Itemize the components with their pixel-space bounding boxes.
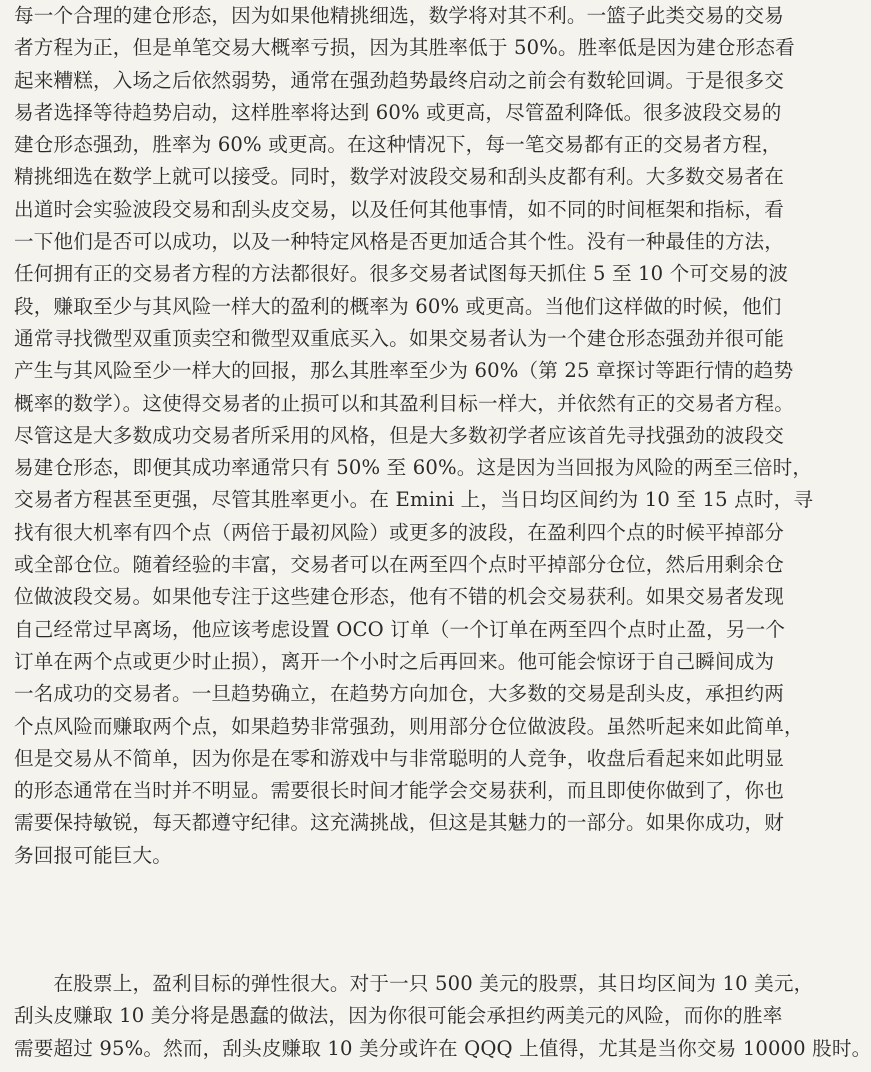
- text-line: 者方程为正，但是单笔交易大概率亏损，因为其胜率低于 50%。胜率低是因为建仓形态看: [14, 36, 795, 60]
- text-line: 出道时会实验波段交易和刮头皮交易，以及任何其他事情，如不同的时间框架和指标，看: [14, 197, 785, 221]
- text-line-last: 务回报可能巨大。: [14, 843, 172, 867]
- text-line: 概率的数学）。这使得交易者的止损可以和其盈利目标一样大，并依然有正的交易者方程。: [14, 391, 794, 415]
- text-line: 交易者方程甚至更强，尽管其胜率更小。在 Emini 上，当日均区间约为 10 至 15 点时，寻: [14, 488, 814, 512]
- text-line: 起来糟糕，入场之后依然弱势，通常在强劲趋势最终启动之前会有数轮回调。于是很多交: [14, 68, 785, 92]
- text-line: 每一个合理的建仓形态，因为如果他精挑细选，数学将对其不利。一篮子此类交易的交易: [14, 4, 785, 27]
- text-line: 或全部仓位。随着经验的丰富，交易者可以在两至四个点时平掉部分仓位，然后用剩余仓: [14, 553, 785, 577]
- text-line: 个点风险而赚取两个点，如果趋势非常强劲，则用部分仓位做波段。虽然听起来如此简单，: [14, 714, 804, 738]
- text-line: 通常寻找微型双重顶卖空和微型双重底买入。如果交易者认为一个建仓形态强劲并很可能: [14, 326, 785, 350]
- paragraph-2: [14, 968, 871, 1065]
- paragraph-1: [14, 0, 814, 872]
- text-line: 自己经常过早离场，他应该考虑设置 OCO 订单（一个订单在两至四个点时止盈，另一个: [14, 617, 786, 641]
- text-line: 建仓形态强劲，胜率为 60% 或更高。在这种情况下，每一笔交易都有正的交易者方程，: [14, 133, 782, 157]
- text-line: 易建仓形态，即便其成功率通常只有 50% 至 60%。这是因为当回报为风险的两至三倍时，: [14, 456, 813, 480]
- text-line: 但是交易从不简单，因为你是在零和游戏中与非常聪明的人竞争，收盘后看起来如此明显: [14, 746, 785, 770]
- text-line: 一名成功的交易者。一旦趋势确立，在趋势方向加仓，大多数的交易是刮头皮，承担约两: [14, 682, 785, 706]
- text-line: 产生与其风险至少一样大的回报，那么其胜率至少为 60%（第 25 章探讨等距行情的趋势: [14, 359, 794, 383]
- text-line: 刮头皮赚取 10 美分将是愚蠢的做法，因为你很可能会承担约两美元的风险，而你的胜率: [14, 1004, 783, 1028]
- text-line: 找有很大机率有四个点（两倍于最初风险）或更多的波段，在盈利四个点的时候平掉部分: [14, 520, 785, 544]
- text-line: 一下他们是否可以成功，以及一种特定风格是否更加适合其个性。没有一种最佳的方法，: [14, 230, 785, 254]
- text-line: 段，赚取至少与其风险一样大的盈利的概率为 60% 或更高。当他们这样做的时候，他们: [14, 294, 782, 318]
- text-line: 需要保持敏锐，每天都遵守纪律。这充满挑战，但这是其魅力的一部分。如果你成功，财: [14, 811, 785, 835]
- text-line: 需要超过 95%。然而，刮头皮赚取 10 美分或许在 QQQ 上值得，尤其是当你交易 10000 股时。: [14, 1036, 871, 1060]
- text-line: 的形态通常在当时并不明显。需要很长时间才能学会交易获利，而且即使你做到了，你也: [14, 779, 785, 803]
- text-line: 在股票上，盈利目标的弹性很大。对于一只 500 美元的股票，其日均区间为 10 美元，: [14, 972, 814, 995]
- text-line: 尽管这是大多数成功交易者所采用的风格，但是大多数初学者应该首先寻找强劲的波段交: [14, 423, 785, 447]
- text-line: 订单在两个点或更少时止损），离开一个小时之后再回来。他可能会惊讶于自己瞬间成为: [14, 649, 775, 673]
- text-line: 任何拥有正的交易者方程的方法都很好。很多交易者试图每天抓住 5 至 10 个可交易的波: [14, 262, 789, 286]
- text-line: 位做波段交易。如果他专注于这些建仓形态，他有不错的机会交易获利。如果交易者发现: [14, 585, 785, 609]
- text-line: 易者选择等待趋势启动，这样胜率将达到 60% 或更高，尽管盈利降低。很多波段交易的: [14, 100, 782, 124]
- text-line: 精挑细选在数学上就可以接受。同时，数学对波段交易和刮头皮都有利。大多数交易者在: [14, 165, 785, 189]
